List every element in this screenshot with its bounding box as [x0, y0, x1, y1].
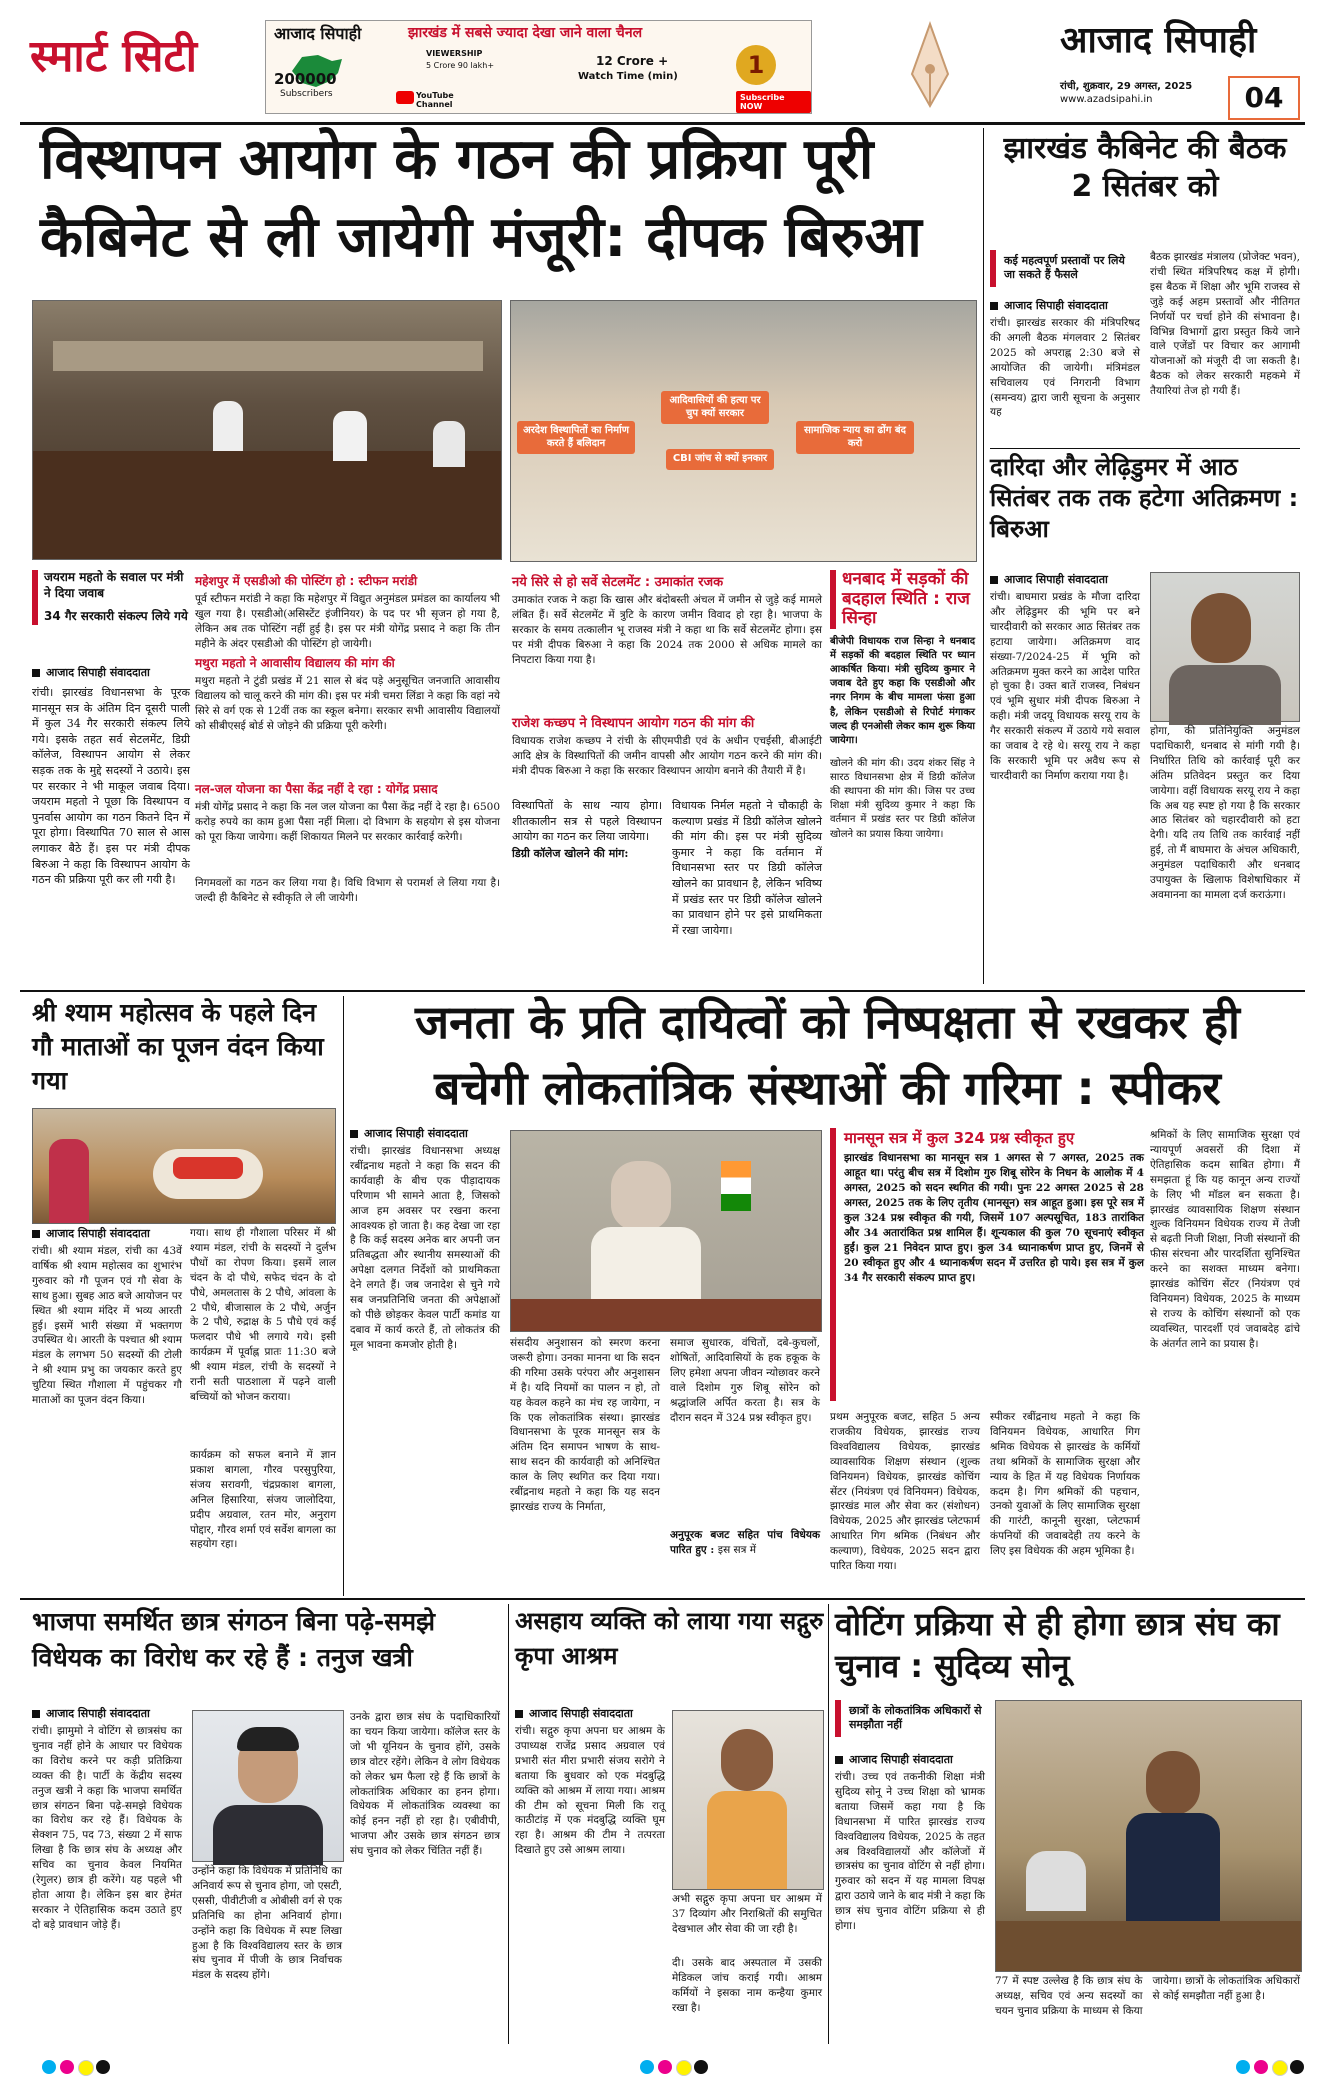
ashram-body: रांची। सद्गुरु कृपा अपना घर आश्रम के उपाध्यक्ष राजेंद्र प्रसाद अग्रवाल एवं प्रभारी संत मीरा प्रभारी संजय सरोगे ने बताया कि बुधवार को एक मंदबुद्धि व्यक्ति को आश्रम में लाया गया। आश्रम की टीम को सूचना मिली कि रातू काठीटांड़ में एक मंदबुद्धि व्यक्ति घूम रहा है। आश्रम की टीम ने तत्परता दिखाते हुए उसे आश्रम लाया। — [515, 1725, 665, 1857]
section-title: स्मार्ट सिटी — [30, 31, 198, 82]
lead-col2-subhead3: नल-जल योजना का पैसा केंद्र नहीं दे रहा : योगेंद्र प्रसाद — [195, 782, 438, 796]
ashram-headline: असहाय व्यक्ति को लाया गया सद्गुरु कृपा आश्रम — [515, 1607, 824, 1670]
website: www.azadsipahi.in — [1060, 94, 1153, 105]
lead-col2-text2: मथुरा महतो ने टुंडी प्रखंड में 21 साल से बंद पड़े अनुसूचित जनजाति आवासीय विद्यालय को चालू करने की मांग की। इस पर मंत्री चमरा लिंडा ने कहा कि वहां नये सिरे से वर्ग एक से 12वीं तक का स्कूल बनेगा। सरकार सभी आवासीय विद्यालयों को सीबीएसई बोर्ड से जोड़ने की प्रक्रिया पूरी करेगी। — [195, 675, 500, 732]
lead-col2-text3: मंत्री योगेंद्र प्रसाद ने कहा कि नल जल योजना का पैसा केंद्र नहीं दे रहा है। 6500 करोड़ रुपये का काम हुआ पैसा नहीं मिला। दो विभाग के सहयोग से इस योजना को पूरा किया जायेगा। कहीं शिकायत मिलने पर सरकार कार्रवाई करेगी। — [195, 801, 500, 843]
ashram-byline: आजाद सिपाही संवाददाता — [515, 1706, 675, 1721]
lead-highlight: 34 गैर सरकारी संकल्प लिये गये — [44, 609, 188, 624]
raj-headline: धनबाद में सड़कों की बदहाल स्थिति : राज सिन्हा — [830, 570, 975, 629]
lead-byline: आजाद सिपाही संवाददाता — [32, 665, 202, 680]
col-divider — [983, 128, 984, 984]
cmyk-dot — [658, 2060, 672, 2074]
voting-body-tail: 77 में स्पष्ट उल्लेख है कि छात्र संघ के अध्यक्ष, सचिव एवं अन्य सदस्यों का चयन चुनाव प्रक्रिया के माध्यम से किया जायेगा। छात्रों के लोकतांत्रिक अधिकारों से कोई समझौता नहीं हुआ है। — [995, 1975, 1300, 2017]
protest-photo — [510, 300, 977, 562]
speaker-col4 — [670, 1336, 820, 1558]
rule — [990, 448, 1300, 449]
lead-col2-subhead: महेशपुर में एसडीओ की पोस्टिंग हो : स्टीफन मरांडी — [195, 574, 418, 588]
ad-subscribers-label: Subscribers — [280, 89, 333, 99]
shyam-body3: कार्यक्रम को सफल बनाने में ज्ञान प्रकाश बागला, गौरव परसुपुरिया, संजय सरावगी, चंद्रप्रकाश बागला, अनिल हिसारिया, संजय जालोदिया, प्रदीप अग्रवाल, रतन मोर, अनुराग पोद्दार, गौरव शर्मा एवं सर्वेश बागला का सहयोग रहा। — [190, 1449, 337, 1551]
raj-text: बीजेपी विधायक राज सिन्हा ने धनबाद में सड़कों की बदहाल स्थिति पर ध्यान आकर्षित किया। मंत्री सुदिव्य कुमार ने जवाब देते हुए कहा कि एसडीओ और नगर निगम के बीच मामला फंसा हुआ है, लेकिन एसडीओ से रिपोर्ट मंगाकर जल्द ही एनओसी लेकर काम शुरू किया जायेगा। — [830, 635, 975, 746]
cabinet-body2: बैठक झारखंड मंत्रालय (प्रोजेक्ट भवन), रांची स्थित मंत्रिपरिषद कक्ष में होगी। इस बैठक में शिक्षा और भूमि राजस्व से जुड़े कई अहम प्रस्तावों और नीतिगत निर्णयों पर चर्चा होने की संभावना है। विभिन्न विभागों द्वारा प्रस्तुत किये जाने वाले एजेंडों पर विचार कर आगामी योजनाओं को मंजूरी दी जा सकती है। बैठक को लेकर सरकारी महकमे में तैयारियां तेज हो गयी हैं। — [1150, 251, 1300, 398]
protest-placard: आदिवासियों की हत्या पर चुप क्यों सरकार — [661, 391, 769, 424]
lead-highlight: जयराम महतो के सवाल पर मंत्री ने दिया जवाब — [44, 570, 184, 600]
cabinet-highlight: कई महत्वपूर्ण प्रस्तावों पर लिये जा सकते हैं फैसले — [990, 250, 1142, 287]
lead-col2 — [195, 570, 500, 908]
bjp-body: रांची। झामुमो ने वोटिंग से छात्रसंघ का चुनाव नहीं होने के आधार पर विधेयक का विरोध करने पर कड़ी प्रतिक्रिया व्यक्त की है। पार्टी के केंद्रीय सदस्य तनुज खत्री ने कहा कि भाजपा समर्थित छात्र संगठन बिना पढ़े-समझे विधेयक का विरोध कर रहे हैं। विधेयक के सेक्शन 75, पद 73, संख्या 2 में साफ लिखा है कि छात्र संघ के अध्यक्ष और सचिव का चुनाव केवल नियमित (रेगुलर) छात्र ही करेंगे। यह पहले भी होता आया है। लेकिन इस बार हेमंत सरकार ने ऐतिहासिक कदम उठाते हुए दो बड़े प्रावधान जोड़े हैं। — [32, 1725, 182, 1931]
lead-col3-subhead2: राजेश कच्छप ने विस्थापन आयोग गठन की मांग की — [512, 716, 755, 731]
sudivya-sonu-photo — [995, 1700, 1302, 1972]
page-number: 04 — [1244, 81, 1284, 114]
speaker-inline-sub-prefix: अनुपूरक बजट सहित पांच — [670, 1529, 783, 1541]
masthead-rule — [20, 122, 1305, 125]
bjp-byline: आजाद सिपाही संवाददाता — [32, 1706, 192, 1721]
lead-col3-subhead: नये सिरे से हो सर्वे सेटलमेंट : उमाकांत रजक — [512, 575, 724, 590]
lead-col3-inline-sub: डिग्री कॉलेज खोलने की मांग: — [512, 847, 629, 860]
cmyk-dot — [1254, 2060, 1268, 2074]
darida-body: रांची। बाघमारा प्रखंड के मौजा दारिदा और लेढ़िडुमर की भूमि पर बने चारदीवारी को सरकार आठ सितंबर तक हटाया जायेगा। अतिक्रमण वाद संख्या-7/2024-25 में भूमि को अतिक्रमण मुक्त करने का आदेश पारित हो चुका है। उक्त बातें राजस्व, निबंधन एवं भूमि सुधार मंत्री दीपक बिरुआ ने कही। मंत्री जदयू विधायक सरयू राय के गैर सरकारी संकल्प में उठाये गये सवाल का जवाब दे रहे थे। सरयू राय ने कहा कि सरकारी भूमि पर अवैध रूप से चारदीवारी का निर्माण कराया गया है। — [990, 591, 1140, 782]
speaker-inline-sub-row — [670, 1528, 820, 1558]
raj-sinha-story — [830, 570, 975, 869]
speaker-body5: स्पीकर रबींद्रनाथ महतो ने कहा कि विनियमन विधेयक, आधारित गिग श्रमिक विधेयक से झारखंड के कर्मियों तथा श्रमिकों के सामाजिक सुरक्षा और न्याय के हित में यह विधेयक निर्णायक कदम है। गिग श्रमिकों की पहचान, उनको युवाओं के लिए सामाजिक सुरक्षा की गारंटी, कानूनी सुरक्षा, प्लेटफार्म कंपनियों की जवाबदेही तय करने के लिए इस विधेयक की अहम भूमिका है। — [990, 1411, 1140, 1558]
speaker-body3: समाज सुधारक, वंचितों, दबे-कुचलों, शोषितों, आदिवासियों के हक हकूक के लिए हमेशा अपना जीवन न्योछावर करने वाले दिशोम गुरु शिबू सोरेन को श्रद्धांजलि अर्पित करता है। सत्र के दौरान सदन में 324 प्रश्न स्वीकृत हुए। — [670, 1337, 820, 1424]
cmyk-dot — [1236, 2060, 1250, 2074]
masthead — [0, 0, 1325, 120]
protest-placard: सामाजिक न्याय का ढोंग बंद करो — [796, 421, 914, 454]
cow-puja-photo — [32, 1108, 336, 1224]
cmyk-dot — [42, 2060, 56, 2074]
lead-col3-text: उमाकांत रजक ने कहा कि खास और बंदोबस्ती अंचल में जमीन से जुड़े कई मामले लंबित हैं। सर्वे सेटलमेंट में त्रुटि के कारण जमीन विवाद हो रहा है। भाजपा के सरकार के समय तत्कालीन भू राजस्व मंत्री ने कहा था कि सर्वे सेटलमेंट होगा। इस पर मंत्री दीपक बिरुआ ने कहा कि 2024 तक 2000 से अधिक मामले का निपटारा किया गया है। — [512, 594, 822, 666]
ad-watch-time-label: Watch Time (min) — [578, 71, 678, 82]
speaker-body3-tail: इस सत्र में — [717, 1543, 757, 1556]
cabinet-byline: आजाद सिपाही संवाददाता — [990, 298, 1140, 313]
ad-subscribe-button[interactable]: Subscribe NOW — [736, 91, 811, 113]
shyam-body2: गया। साथ ही गौशाला परिसर में श्री श्याम मंडल, रांची के सदस्यों ने दुर्लभ पौधों का रोपण किया। इसमें लाल चंदन के दो पौधे, सफेद चंदन के दो पौधे, अमलतास के 2 पौधे, आंवला के 2 पौधे, बीजासाल के 2 पौधे, अर्जुन के 2 पौधे, रुद्राक्ष के 5 पौधे एवं कई फलदार पौधे भी लगाये गये। इसी कार्यक्रम में पूर्वाह्न प्रातः 11:30 बजे श्री श्याम मंडल, रांची के सदस्यों ने रानी सती पाठशाला में पढ़ने वाली बच्चियों को भोजन कराया। — [190, 1227, 336, 1403]
cmyk-dot — [640, 2060, 654, 2074]
lead-col2-subhead2: मथुरा महतो ने आवासीय विद्यालय की मांग की — [195, 656, 395, 670]
speaker-headline-line1: जनता के प्रति दायित्वों को निष्पक्षता से रखकर ही — [415, 995, 1240, 1049]
protest-placard: CBI जांच से क्यों इनकार — [666, 449, 774, 470]
cmyk-dot — [694, 2060, 708, 2074]
award-badge-icon: 1 — [736, 45, 776, 85]
lead-headline-line1: विस्थापन आयोग के गठन की प्रक्रिया पूरी — [40, 127, 874, 192]
page-number-box — [1228, 76, 1300, 120]
lead-col2-tail: निगमवलों का गठन कर लिया गया है। विधि विभाग से परामर्श ले लिया गया है। जल्दी ही कैबिनेट से स्वीकृति ले ली जायेगी। — [195, 877, 500, 904]
cabinet-body1: रांची। झारखंड सरकार की मंत्रिपरिषद की अगली बैठक मंगलवार 2 सितंबर 2025 को अपराह्न 2:30 बजे से आयोजित की जायेगी। मंत्रिमंडल सचिवालय एवं निगरानी विभाग (समन्वय) द्वारा जारी सूचना के अनुसार यह — [990, 317, 1140, 419]
bjp-body-mid: उन्होंने कहा कि विधेयक में प्रतिनिधि का अनिवार्य रूप से चुनाव होगा, जो एसटी, एससी, पीवीटीजी व ओबीसी वर्ग से एक प्रतिनिधि का होना अनिवार्य होगा। उन्होंने कहा कि विधेयक में स्पष्ट लिखा हुआ है कि विश्वविद्यालय स्तर के छात्र संघ चुनाव में पीजी के छात्र निर्वाचक मंडल के सदस्य होंगे। — [192, 1865, 342, 1982]
lead-body: रांची। झारखंड विधानसभा के पूरक मानसून सत्र के अंतिम दिन दूसरी पाली में कुल 34 गैर सरकारी संकल्प लिये गये। इसके तहत सर्व सेटलमेंट, डिग्री कॉलेज, विस्थापन आयोग से लेकर सड़क तक के मुद्दे सदस्यों ने उठाये। इस पर सरकार ने भी माकूल जवाब दिया। जयराम महतो ने पूछा कि विस्थापन व पुनर्वास आयोग का गठन कितने दिन में पूरा होगा। विस्थापित 70 साल से आस लगाकर बैठे हैं। इस पर मंत्री दीपक बिरुआ ने कहा कि विस्थापन आयोग के गठन की प्रक्रिया पूरी कर ली गयी है। — [32, 686, 190, 887]
bjp-headline: भाजपा समर्थित छात्र संगठन बिना पढ़े-समझे विधेयक का विरोध कर रहे हैं : तनुज खत्री — [32, 1607, 436, 1673]
ad-viewership-label: VIEWERSHIP — [426, 49, 483, 58]
tanuj-khatri-portrait — [192, 1710, 344, 1862]
youtube-icon — [396, 91, 414, 104]
darida-byline: आजाद सिपाही संवाददाता — [990, 572, 1140, 587]
biruaa-portrait — [1150, 572, 1300, 722]
pen-nib-logo — [830, 14, 1030, 114]
shyam-headline: श्री श्याम महोत्सव के पहले दिन गौ माताओं का पूजन वंदन किया गया — [32, 998, 324, 1095]
col-divider — [343, 996, 344, 1596]
voting-headline: वोटिंग प्रक्रिया से ही होगा छात्र संघ का चुनाव : सुदिव्य सोनू — [835, 1605, 1280, 1685]
voting-highlight: छात्रों के लोकतांत्रिक अधिकारों से समझौता नहीं — [835, 1700, 997, 1737]
monsoon-box-headline: मानसून सत्र में कुल 324 प्रश्न स्वीकृत हुए — [844, 1129, 1075, 1147]
cmyk-dot — [60, 2060, 74, 2074]
speaker-body2: संसदीय अनुशासन को स्मरण करना जरूरी होगा। उनका मानना था कि सदन की गरिमा उसके परंपरा और अनुशासन में है। यदि नियमों का पालन न हो, तो यह केवल कहने का मंच रह जायेगा, न कि एक लोकतांत्रिक संस्था। झारखंड विधानसभा के पूरक मानसून सत्र के अंतिम दिन समापन भाषण के साथ-साथ सदन की कार्यवाही को अनिश्चित काल के लिए स्थगित कर दिया गया। रबींद्रनाथ महतो ने कहा कि यह सदन झारखंड राज्य के निर्माता, — [510, 1337, 660, 1513]
ad-subscribers-num: 200000 — [274, 70, 337, 88]
shyam-body: रांची। श्री श्याम मंडल, रांची का 43वें वार्षिक श्री श्याम महोत्सव का शुभारंभ गुरुवार को गौ पूजन एवं गौ सेवा के साथ हुआ। सुबह आठ बजे आयोजन पर स्थित श्री श्याम मंदिर में भव्य आरती हुई। इसमें भारी संख्या में भक्तगण उपस्थित थे। आरती के पश्चात श्री श्याम मंडल के लगभग 50 सदस्यों की टोली ने श्री श्याम प्रभु का जयकार करते हुए चुटिया स्थित गौशाला में पहुंचकर गौ माताओं का पूजन वंदन किया। — [32, 1245, 182, 1407]
cmyk-dot — [1290, 2060, 1304, 2074]
speaker-inline-sub: विधेयक पारित हुए : — [670, 1529, 821, 1556]
assembly-photo — [32, 300, 502, 560]
bjp-body2: उनके द्वारा छात्र संघ के पदाधिकारियों का चयन किया जायेगा। कॉलेज स्तर के जो भी यूनियन के चुनाव होंगे, उसके छात्र वोटर रहेंगे। लेकिन वे लोग विधेयक को लेकर भ्रम फैला रहे हैं कि छात्रों के लोकतांत्रिक अधिकार का हनन होगा। विधेयक में लोकतांत्रिक व्यवस्था का कोई हनन नहीं हो रहा है। एबीवीपी, भाजपा और उसके छात्र संगठन छात्र संघ चुनाव को लेकर चिंतित नहीं हैं। — [350, 1711, 500, 1858]
col-divider — [508, 1604, 509, 2044]
cmyk-dot — [1272, 2060, 1288, 2076]
ad-tagline: झारखंड में सबसे ज्यादा देखा जाने वाला चैनल — [408, 25, 643, 41]
speaker-body4: प्रथम अनुपूरक बजट, सहित 5 अन्य राजकीय विधेयक, झारखंड राज्य विश्वविद्यालय विधेयक, झारखंड व्यावसायिक शिक्षण संस्थान (शुल्क विनियमन) विधेयक, झारखंड कोचिंग सेंटर (नियंत्रण एवं विनियमन) विधेयक, झारखंड माल और सेवा कर (संशोधन) विधेयक, 2025 और झारखंड प्लेटफार्म आधारित गिग श्रमिक (निबंधन और कल्याण), विधेयक, 2025 सदन द्वारा पारित किया गया। — [830, 1411, 980, 1573]
cmyk-dot — [676, 2060, 692, 2076]
ashram-body2: अभी सद्गुरु कृपा अपना घर आश्रम में 37 दिव्यांग और निराश्रितों की समुचित देखभाल और सेवा की जा रही है। — [672, 1893, 822, 1935]
monsoon-box — [830, 1128, 1144, 1401]
print-registration-marks — [0, 2052, 1325, 2082]
paper-name: आजाद सिपाही — [1060, 20, 1257, 61]
speaker-body1: रांची। झारखंड विधानसभा अध्यक्ष रबींद्रनाथ महतो ने कहा कि सदन की कार्यवाही के बीच एक पीड़ादायक परिणाम भी सामने आता है, जिसको आज हम अवसर पर रखना करना आवश्यक हो जाता है। कह देखा जा रहा है कि कई सदस्य अनेक बार अपनी जन प्रतिबद्धता और स्थानीय समस्याओं की अपेक्षा दलगत निर्देशों को प्राथमिकता देने लगते हैं। जब जनादेश से चुने गये सब जनप्रतिनिधि जनता की अपेक्षाओं को पीछे छोड़कर केवल पार्टी कमांड या दबाव में कार्य करते हैं, तो लोकतंत्र की मूल भावना कमजोर होती है। — [350, 1145, 500, 1351]
dateline: रांची, शुक्रवार, 29 अगस्त, 2025 — [1060, 81, 1193, 92]
darida-headline: दारिदा और लेढ़िडुमर में आठ सितंबर तक तक हटेगा अतिक्रमण : बिरुआ — [990, 453, 1299, 544]
monsoon-box-text: झारखंड विधानसभा का मानसून सत्र 1 अगस्त से 7 अगस्त, 2025 तक आहूत था। परंतु बीच सत्र में दिशोम गुरु शिबू सोरेन के निधन के आलोक में 4 अगस्त, 2025 को सदन स्थगित की गयी। पुनः 22 अगस्त 2025 से 28 अगस्त, 2025 तक के लिए तृतीय (मानसून) सत्र आहूत हुआ। इस पूरे सत्र में कुल 324 प्रश्न स्वीकृत की गयी, जिसमें 107 अल्पसूचित, 183 तारांकित और 34 अतारांकित प्रश्न शामिल हैं। शून्यकाल की कुल 70 सूचनाएं स्वीकृत हुईं। कुल 21 निवेदन प्राप्त हुए। कुल 34 ध्यानाकर्षण प्राप्त हुए, जिनमें से 20 स्वीकृत हुए और 4 ध्यानाकर्षण सदन में उत्तरित हो पाये। इस सत्र में कुल 34 गैर सरकारी संकल्प प्राप्त हुए। — [844, 1152, 1144, 1284]
section-rule — [20, 990, 1305, 992]
speaker-photo — [510, 1130, 822, 1332]
speaker-byline: आजाद सिपाही संवाददाता — [350, 1126, 510, 1141]
ad-youtube-label: YouTube Channel — [416, 91, 454, 110]
ad-watch-time: 12 Crore + — [596, 54, 669, 68]
voting-body: रांची। उच्च एवं तकनीकी शिक्षा मंत्री सुदिव्य सोनू ने उच्च शिक्षा को भ्रामक बताया जिसमें कहा गया है कि विधानसभा में पारित झारखंड राज्य विश्वविद्यालय विधेयक, 2025 के तहत अब विश्वविद्यालयों और कॉलेजों में छात्रसंघ का चुनाव वोटिंग से नहीं होगा। गुरुवार को सदन में यह मामला विपक्ष द्वारा उठाये जाने के बाद मंत्री ने कहा कि छात्र संघ चुनाव वोटिंग प्रक्रिया से ही होगा। — [835, 1771, 985, 1933]
channel-ad — [265, 20, 812, 114]
lead-col2-text: पूर्व स्टीफन मरांडी ने कहा कि महेशपुर में विद्युत अनुमंडल प्रमंडल का कार्यालय भी खुल गया है। एसडीओ(असिस्टेंट इंजीनियर) के पद पर भी सृजन हो गया है, लेकिन अब तक पोस्टिंग नहीं हुई है। इस पर मंत्री योगेंद्र प्रसाद ने कहा कि तीन महीने के अंदर एसडीओ की पोस्टिंग हो जायेगी। — [195, 593, 500, 650]
ad-viewership-value: 5 Crore 90 lakh+ — [426, 61, 495, 70]
ad-brand: आजाद सिपाही — [274, 24, 362, 43]
speaker-body6: श्रमिकों के लिए सामाजिक सुरक्षा एवं न्यायपूर्ण अवसरों की दिशा में ऐतिहासिक कदम साबित होगा। मैं समझता हूं कि यह कानून अन्य राज्यों के लिए भी मॉडल बन सकता है। झारखंड व्यावसायिक शिक्षण संस्थान शुल्क विनियमन विधेयक राज्य में तेजी से बढ़ती निजी शिक्षा, निजी संस्थानों की फीस संरचना और पारदर्शिता सुनिश्चित करने का सशक्त माध्यम बनेगा। झारखंड कोचिंग सेंटर (नियंत्रण एवं विनियमन) विधेयक, 2025 के माध्यम से राज्य के कोचिंग संस्थानों को एक व्यवस्थित, पारदर्शी एवं जवाबदेह ढांचे के अंतर्गत लाने का प्रयास है। — [1150, 1129, 1300, 1350]
raj-tail: खोलने की मांग की। उदय शंकर सिंह ने सारठ विधानसभा क्षेत्र में डिग्री कॉलेज की स्थापना की मांग की। जिस पर उच्च शिक्षा मंत्री सुदिव्य कुमार ने कहा कि वर्तमान में प्रखंड स्तर पर डिग्री कॉलेज खोलने का प्रयास किया जायेगा। — [830, 757, 975, 840]
lead-highlights — [32, 570, 194, 625]
col-divider — [828, 1604, 829, 2044]
section-rule — [20, 1598, 1305, 1600]
ashram-body3: दी। उसके बाद अस्पताल में उसकी मेडिकल जांच कराई गयी। आश्रम कर्मियों ने इसका नाम कन्हैया कुमार रखा है। — [672, 1957, 822, 2014]
lead-col3-tail: विस्थापितों के साथ न्याय होगा। शीतकालीन सत्र से पहले विस्थापन आयोग का गठन कर लिया जायेगा। — [512, 799, 662, 844]
lead-col3-tail2: विधायक निर्मल महतो ने चौकाही के कल्याण प्रखंड में डिग्री कॉलेज खोलने की मांग की। इस पर मंत्री सुदिव्य कुमार ने कहा कि वर्तमान में विधानसभा स्तर पर डिग्री कॉलेज खोलने का प्रावधान है, लेकिन भविष्य में प्रखंड स्तर पर डिग्री कॉलेज खोलने का प्रावधान होने पर इसे प्राथमिकता में रखा जायेगा। — [672, 799, 822, 937]
cabinet-headline: झारखंड कैबिनेट की बैठक 2 सितंबर को — [1003, 131, 1287, 204]
voting-byline: आजाद सिपाही संवाददाता — [835, 1752, 995, 1767]
lead-col3-text2: विधायक राजेश कच्छप ने रांची के सीएमपीडी एवं के अधीन एचईसी, बीआईटी आदि क्षेत्र के विस्थापितों की जमीन वापसी और आयोग गठन करने की मांग की। मंत्री दीपक बिरुआ ने कहा कि सरकार विस्थापन आयोग बनाने की तैयारी में है। — [512, 735, 822, 777]
lead-col3 — [512, 570, 822, 937]
speaker-headline-line2: बचेगी लोकतांत्रिक संस्थाओं की गरिमा : स्पीकर — [434, 1061, 1221, 1115]
cmyk-dot — [78, 2060, 94, 2076]
protest-placard: अरदेश विस्थापितों का निर्माण करते हैं बलिदान — [517, 421, 635, 454]
shyam-byline: आजाद सिपाही संवाददाता — [32, 1226, 192, 1241]
lead-headline-line2: कैबिनेट से ली जायेगी मंजूरी: दीपक बिरुआ — [40, 205, 922, 270]
cmyk-dot — [96, 2060, 110, 2074]
darida-body-tail: होगा, की प्रतिनियुक्ति अनुमंडल पदाधिकारी, धनबाद से मांगी गयी है। निर्धारित तिथि को कार्रवाई पूरी कर अंतिम प्रतिवेदन प्रस्तुत कर दिया जायेगा। वहीं विधायक सरयू राय ने कहा कि अब यह स्पष्ट हो गया है कि सरकार आठ सितंबर को चहारदीवारी को हटा देगी। यदि तय तिथि तक कार्रवाई नहीं हुई, तो मैं बाघमारा के अंचल अधिकारी, अनुमंडल पदाधिकारी और धनबाद उपायुक्त के खिलाफ विशेषाधिकार में अवमानना का मामला दर्ज कराऊंगा। — [1150, 725, 1300, 901]
rescued-man-photo — [672, 1710, 824, 1890]
